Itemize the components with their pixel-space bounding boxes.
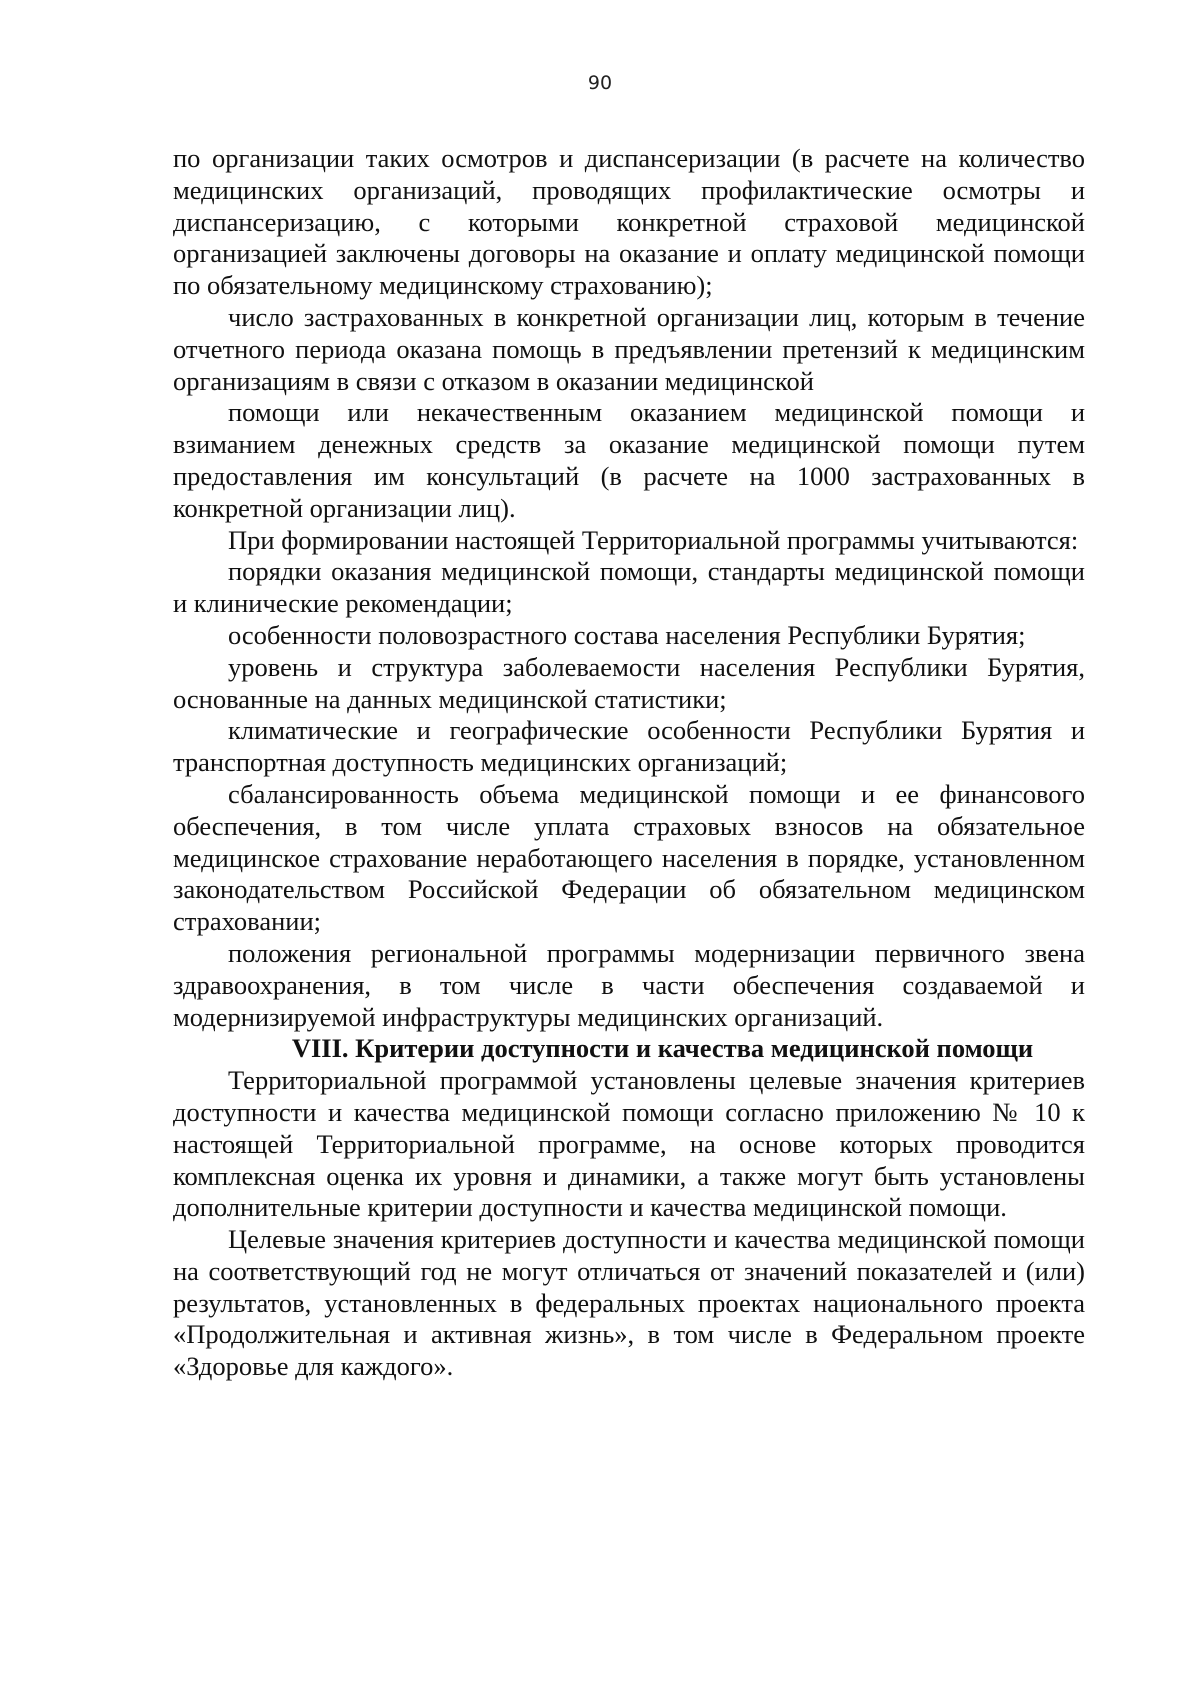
paragraph: При формировании настоящей Территориальной программы учитываются: bbox=[228, 524, 1079, 555]
paragraph: число застрахованных в конкретной организации лиц, которым в течение отчетного периода оказана помощь в предъявлении претензий к медицинским организациям в связи с отказом в оказании медицинской bbox=[173, 301, 1085, 396]
paragraph: Территориальной программой установлены целевые значения критериев доступности и качества медицинской помощи согласно приложению № 10 к настоящей Территориальной программе, на основе которых проводится комплексная оценка их уровня и динамики, а также могут быть установлены дополнительные критерии доступности и качества медицинской помощи. bbox=[173, 1065, 1085, 1223]
paragraph: климатические и географические особенности Республики Бурятия и транспортная доступность медицинских организаций; bbox=[173, 715, 1085, 778]
paragraph: уровень и структура заболеваемости населения Республики Бурятия, основанные на данных медицинской статистики; bbox=[173, 651, 1085, 714]
document-body bbox=[173, 143, 1085, 1383]
paragraph: сбалансированность объема медицинской помощи и ее финансового обеспечения, в том числе уплата страховых взносов на обязательное медицинское страхование неработающего населения в порядке, установленном законодательством Российской Федерации об обязательном медицинском страховании; bbox=[173, 778, 1085, 937]
page-number: 90 bbox=[587, 72, 613, 94]
paragraph: порядки оказания медицинской помощи, стандарты медицинской помощи и клинические рекомендации; bbox=[173, 556, 1085, 619]
paragraph: по организации таких осмотров и диспансеризации (в расчете на количество медицинских организаций, проводящих профилактические осмотры и диспансеризацию, с которыми конкретной страховой медицинской организацией заключены договоры на оказание и оплату медицинской помощи по обязательному медицинскому страхованию); bbox=[173, 143, 1085, 301]
paragraph: помощи или некачественным оказанием медицинской помощи и взиманием денежных средств за оказание медицинской помощи путем предоставления им консультаций (в расчете на 1000 застрахованных в конкретной организации лиц). bbox=[173, 397, 1085, 523]
paragraph: Целевые значения критериев доступности и качества медицинской помощи на соответствующий год не могут отличаться от значений показателей и (или) результатов, установленных в федеральных проектах национального проекта «Продолжительная и активная жизнь», в том числе в Федеральном проекте «Здоровье для каждого». bbox=[173, 1224, 1085, 1382]
paragraph: положения региональной программы модернизации первичного звена здравоохранения, в том числе в части обеспечения создаваемой и модернизируемой инфраструктуры медицинских организаций. bbox=[173, 937, 1085, 1032]
section-heading: VIII. Критерии доступности и качества медицинской помощи bbox=[291, 1033, 1034, 1064]
paragraph: особенности половозрастного состава населения Республики Бурятия; bbox=[228, 619, 1026, 650]
